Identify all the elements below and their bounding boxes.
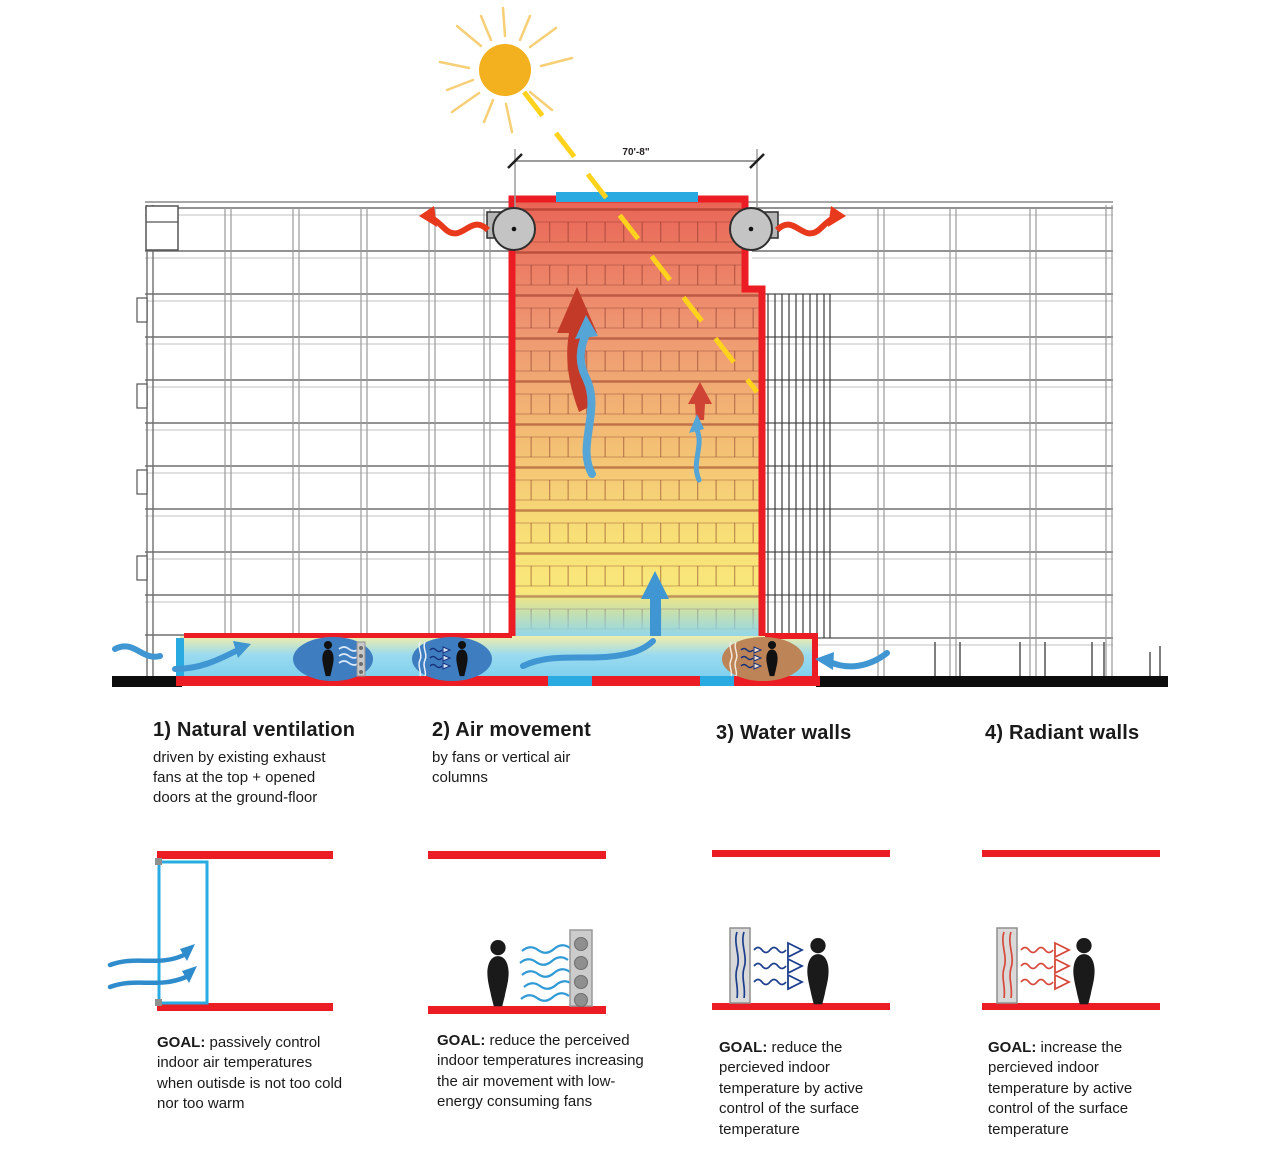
radiant-wall-icon <box>997 928 1017 1003</box>
goal-3-text: reduce the percieved indoor temperature by active control of the surface temperature <box>719 1039 864 1138</box>
goal-2 <box>437 1031 649 1113</box>
person-icon <box>487 940 508 1006</box>
heat-radiation-arrows <box>1021 943 1069 989</box>
occupant-oval-fan <box>293 637 373 681</box>
strategy-2-title: 2) Air movement <box>432 719 591 741</box>
strategy-2-description: by fans or vertical air columns <box>432 749 571 787</box>
airflow-wave-lines <box>520 945 572 1001</box>
water-wall-icon <box>730 928 750 1003</box>
strategy-3-title: 3) Water walls <box>716 722 852 744</box>
sun-icon <box>440 8 572 132</box>
ground-floor-strip <box>176 633 818 678</box>
person-icon <box>1073 938 1094 1004</box>
skylight-vent-bar <box>556 192 698 202</box>
goal-2-label: GOAL: <box>437 1032 486 1049</box>
ground-line-left <box>112 676 182 687</box>
open-door-icon <box>548 676 592 686</box>
exhaust-fan-right-icon <box>730 208 778 250</box>
red-exhaust-arrow-right-icon <box>777 206 846 233</box>
atrium-tower <box>512 192 765 636</box>
goal-4-text: increase the percieved indoor temperature by active control of the surface temperature <box>988 1039 1133 1138</box>
strategy-4-block <box>985 722 1195 751</box>
water-walls-panel <box>700 843 960 1023</box>
strategy-1-block <box>153 719 363 808</box>
goal-4-label: GOAL: <box>988 1039 1037 1056</box>
cool-radiation-arrows <box>754 943 802 989</box>
ground-line-right <box>816 676 1168 687</box>
goal-1-label: GOAL: <box>157 1034 206 1051</box>
natural-ventilation-panel <box>100 843 360 1023</box>
strategy-3-block <box>716 722 926 751</box>
open-door-icon <box>700 676 734 686</box>
strategy-1-description: driven by existing exhaust fans at the top + opened doors at the ground-floor <box>153 749 326 807</box>
person-icon <box>807 938 828 1004</box>
exhaust-fan-left-icon <box>487 208 535 250</box>
strategy-2-block <box>432 719 642 788</box>
occupant-oval-water-wall <box>412 637 492 681</box>
strategy-4-title: 4) Radiant walls <box>985 722 1140 744</box>
goal-4 <box>988 1038 1160 1140</box>
goal-2-text: reduce the perceived indoor temperatures increasing the air movement with low-energy consuming fans <box>437 1032 644 1111</box>
occupant-oval-radiant-wall <box>722 637 804 681</box>
goal-3-label: GOAL: <box>719 1039 768 1056</box>
radiant-walls-panel <box>970 843 1230 1023</box>
goal-3 <box>719 1038 891 1140</box>
strategy-1-title: 1) Natural ventilation <box>153 719 356 741</box>
fan-column-icon <box>570 930 592 1007</box>
goal-1-text: passively control indoor air temperatures when outisde is not too cold nor too warm <box>157 1034 343 1113</box>
air-movement-panel <box>420 843 680 1023</box>
goal-1 <box>157 1033 352 1115</box>
blue-airflow-arrow-right-icon <box>815 652 887 670</box>
dimension-label: 70'-8" <box>622 147 650 158</box>
open-door-icon <box>176 638 184 678</box>
